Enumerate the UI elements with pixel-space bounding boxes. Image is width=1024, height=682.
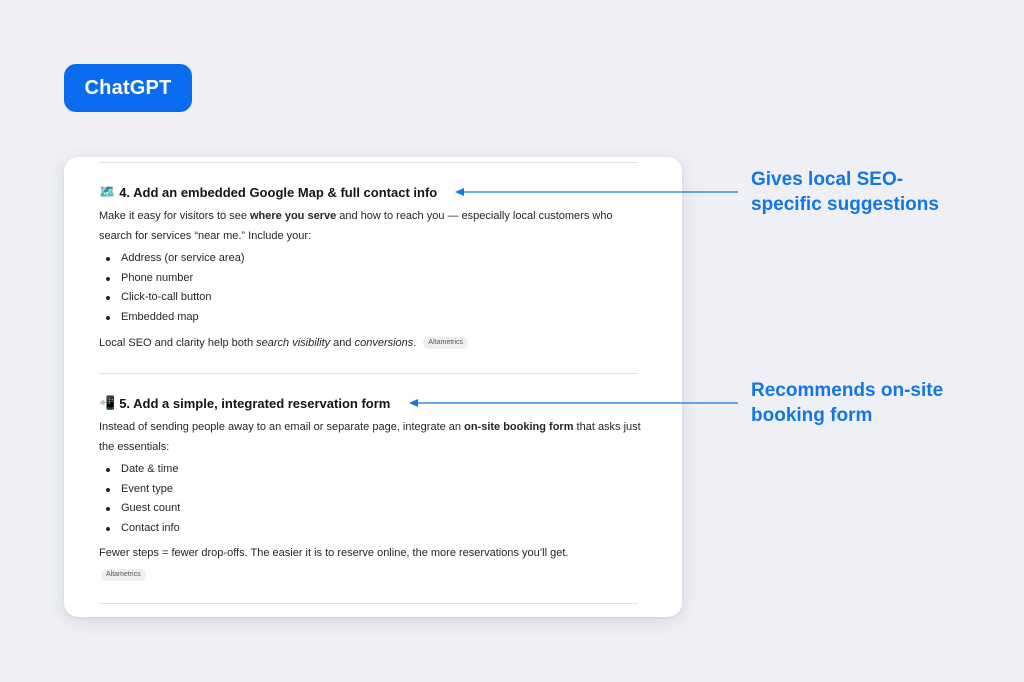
outro-text: and [330, 337, 355, 349]
section-outro: Fewer steps = fewer drop-offs. The easier it is to reserve online, the more reservations you’ll get. [99, 547, 569, 559]
list-item: Phone number [106, 269, 245, 289]
intro-text: and how to reach you — especially local customers who search for services “near me.” Include your: [99, 210, 613, 242]
intro-bold: on-site booking form [464, 421, 574, 433]
callout-arrow [409, 399, 738, 407]
list-item: Guest count [106, 499, 180, 519]
brand-label: ChatGPT [84, 76, 172, 99]
outro-italic: search visibility [256, 337, 331, 349]
source-chip[interactable]: Altametrics [101, 569, 146, 581]
intro-text: Make it easy for visitors to see [99, 210, 250, 222]
list-item: Contact info [106, 519, 180, 539]
outro-italic: conversions [354, 337, 414, 349]
callout-line: Gives local SEO- [751, 169, 904, 190]
callout-line: specific suggestions [751, 194, 939, 215]
intro-bold: where you serve [250, 210, 337, 222]
intro-text: that asks just the essentials: [99, 421, 641, 453]
callout-booking-form [751, 378, 943, 428]
phone-arrow-icon: 📲 [99, 395, 116, 410]
list-item: Embedded map [106, 308, 245, 328]
callout-line: Recommends on-site [751, 380, 944, 401]
list-item: Click-to-call button [106, 288, 245, 308]
source-chip[interactable]: Altametrics [423, 337, 468, 349]
callout-arrow [455, 188, 738, 196]
intro-text: Instead of sending people away to an email or separate page, integrate an [99, 421, 465, 433]
list-item: Address (or service area) [106, 249, 245, 269]
callout-local-seo [751, 167, 939, 217]
section-title: 5. Add a simple, integrated reservation form [119, 395, 391, 411]
outro-text: Local SEO and clarity help both [99, 337, 257, 349]
section-title: 4. Add an embedded Google Map & full contact info [119, 184, 438, 200]
list-item: Date & time [106, 460, 180, 480]
map-icon: 🗺️ [99, 184, 116, 199]
callout-line: booking form [751, 405, 873, 426]
list-item: Event type [106, 480, 180, 500]
outro-text: . [413, 337, 417, 349]
